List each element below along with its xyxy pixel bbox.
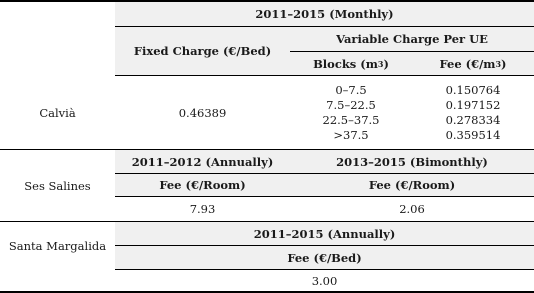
block-fee: 0.197152 <box>445 98 501 112</box>
block-range: >37.5 <box>333 128 369 142</box>
ses-value-1: 7.93 <box>189 202 216 216</box>
block-range: 7.5–22.5 <box>326 98 376 112</box>
fixed-charge-header: Fixed Charge (€/Bed) <box>133 44 272 58</box>
santa-fee-header: Fee (€/Bed) <box>287 250 362 265</box>
santa-period-header: 2011–2015 (Annually) <box>253 226 396 241</box>
ses-fee-header-2: Fee (€/Room) <box>368 178 456 192</box>
block-fee: 0.150764 <box>445 83 501 97</box>
block-range: 22.5–37.5 <box>322 113 380 127</box>
santa-margalida-label: Santa Margalida <box>8 239 107 253</box>
ses-period-2-header: 2013–2015 (Bimonthly) <box>336 154 488 169</box>
calvia-period-header: 2011–2015 (Monthly) <box>255 7 394 21</box>
blocks-header: Blocks (m 3 ) <box>313 56 389 71</box>
fee-per-m3-header: Fee (€/m 3 ) <box>439 56 507 71</box>
block-range: 0–7.5 <box>335 83 367 97</box>
calvia-blocks-list <box>290 79 412 147</box>
ses-salines-label: Ses Salines <box>24 178 91 193</box>
ses-period-1-header: 2011–2012 (Annually) <box>131 154 274 169</box>
block-fee: 0.359514 <box>445 128 501 142</box>
ses-value-2: 2.06 <box>399 202 425 216</box>
calvia-fixed-value: 0.46389 <box>178 105 227 120</box>
block-fee: 0.278334 <box>445 113 501 127</box>
calvia-fees-list <box>412 79 534 147</box>
variable-charge-header: Variable Charge Per UE <box>336 32 488 46</box>
santa-value: 3.00 <box>311 273 338 288</box>
ses-fee-header-1: Fee (€/Room) <box>159 178 246 192</box>
calvia-label: Calvià <box>39 105 76 120</box>
